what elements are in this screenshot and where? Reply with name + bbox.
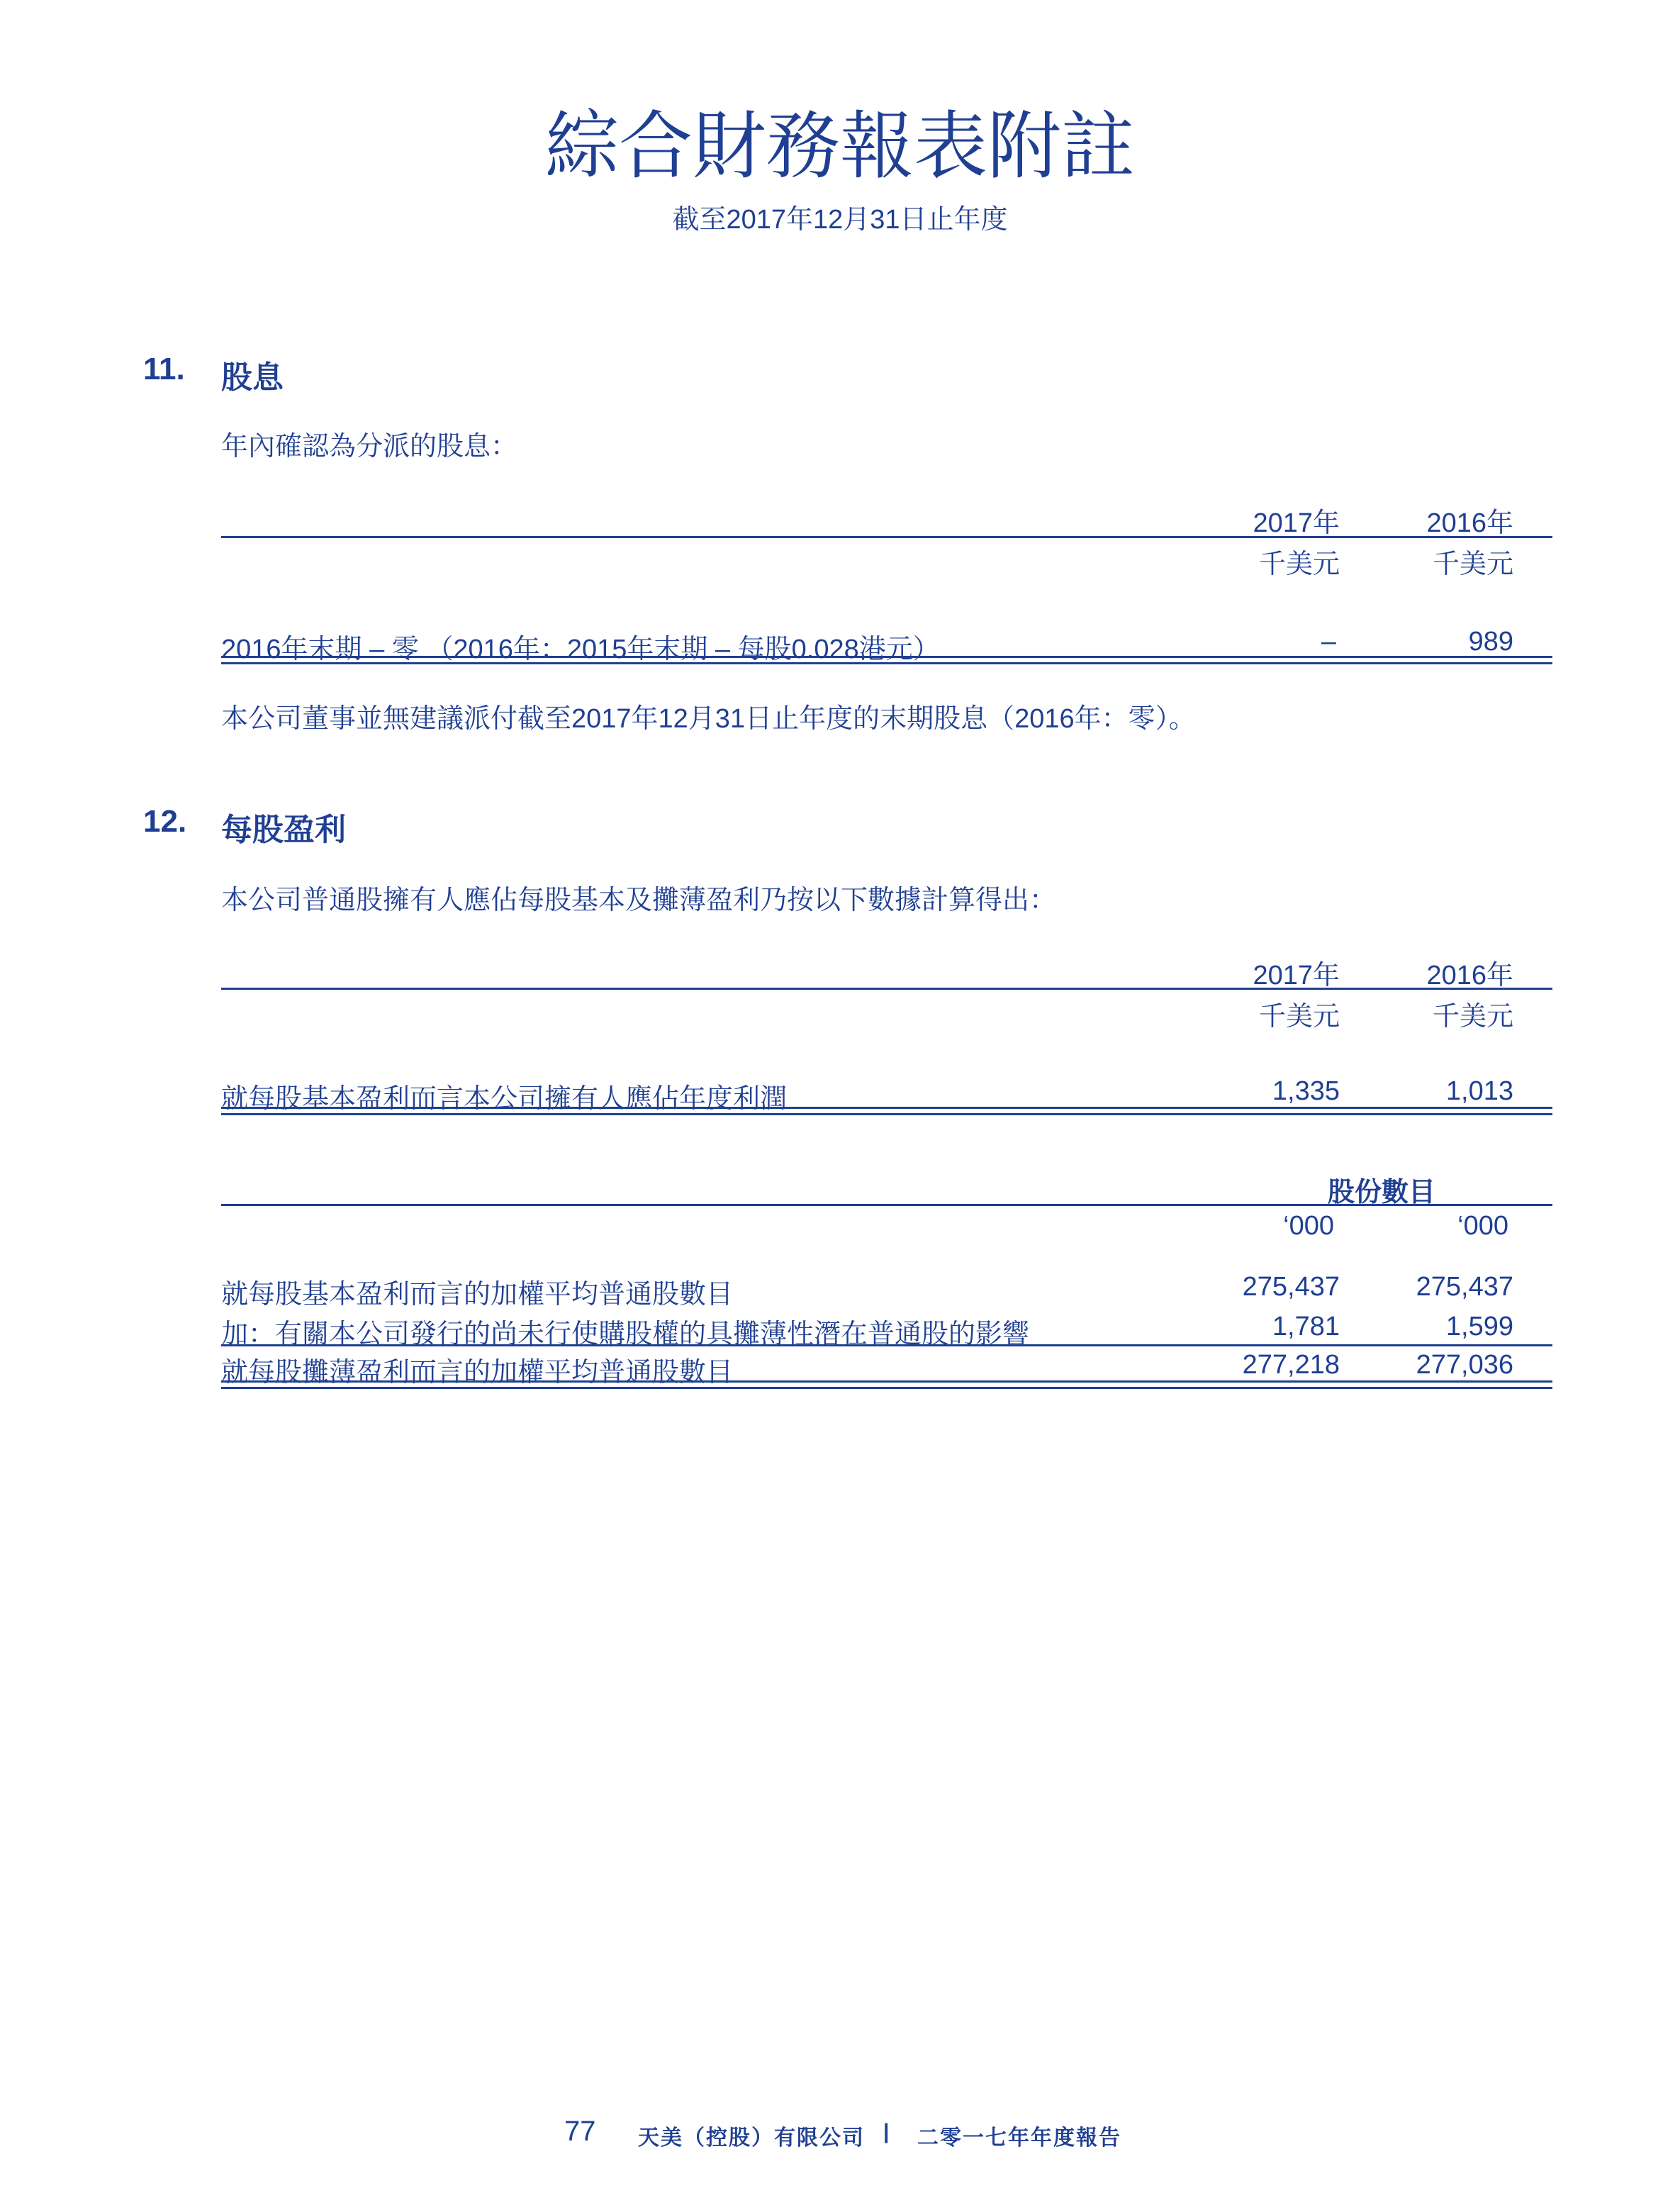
- s12-shares-unit-2017: ‘000: [1283, 1211, 1334, 1241]
- s11-col-year-2016: 2016年: [1426, 508, 1513, 538]
- section-11-title: 股息: [221, 360, 284, 395]
- s12-profit-rule: [221, 1107, 1552, 1115]
- footer-company: 天美（控股）有限公司: [638, 2126, 865, 2150]
- s11-row-2017: –: [1321, 627, 1336, 657]
- s12-shares-row-3-2016: 277,036: [1416, 1350, 1513, 1380]
- section-12-title: 每股盈利: [221, 813, 346, 847]
- s12-profit-label: 就每股基本盈利而言本公司擁有人應佔年度利潤: [221, 1084, 788, 1114]
- section-11-note: 本公司董事並無建議派付截至2017年12月31日止年度的末期股息（2016年：零）。: [221, 704, 1196, 734]
- s12-col-year-2016: 2016年: [1426, 961, 1513, 990]
- s12-header-rule: [221, 988, 1552, 990]
- s11-col-unit-2017: 千美元: [1258, 549, 1340, 579]
- s12-shares-row-1-2017: 275,437: [1242, 1272, 1340, 1302]
- page-number: 77: [564, 2116, 596, 2147]
- s12-col-year-2017: 2017年: [1253, 961, 1340, 990]
- s11-header-rule: [221, 536, 1552, 538]
- page-title: 綜合財務報表附註: [544, 106, 1135, 188]
- s12-total-rule: [221, 1380, 1552, 1389]
- s11-col-year-2017: 2017年: [1253, 508, 1340, 538]
- s12-shares-row-2-2017: 1,781: [1272, 1312, 1340, 1341]
- section-11-intro: 年內確認為分派的股息：: [221, 432, 518, 462]
- s12-col-unit-2016: 千美元: [1432, 1002, 1513, 1032]
- s11-col-unit-2016: 千美元: [1432, 549, 1513, 579]
- s12-shares-row-2-label: 加：有關本公司發行的尚未行使購股權的具攤薄性潛在普通股的影響: [221, 1319, 1030, 1349]
- s12-shares-row-1-2016: 275,437: [1416, 1272, 1513, 1302]
- section-11-number: 11.: [143, 352, 185, 386]
- s12-shares-header-rule: [221, 1204, 1552, 1206]
- page-subtitle: 截至2017年12月31日止年度: [672, 205, 1008, 235]
- s12-col-unit-2017: 千美元: [1258, 1002, 1340, 1032]
- s11-row-label: 2016年末期 – 零 （2016年：2015年末期 – 每股0.028港元）: [221, 635, 940, 664]
- footer-report: 二零一七年年度報告: [917, 2126, 1121, 2150]
- s12-shares-row-1-label: 就每股基本盈利而言的加權平均普通股數目: [221, 1280, 734, 1310]
- section-12-intro: 本公司普通股擁有人應佔每股基本及攤薄盈利乃按以下數據計算得出：: [221, 886, 1057, 915]
- s12-profit-2017: 1,335: [1272, 1076, 1340, 1106]
- s12-shares-header: 股份數目: [1327, 1178, 1435, 1207]
- footer-separator: |: [883, 2120, 891, 2143]
- s12-subtotal-rule: [221, 1344, 1552, 1346]
- s12-shares-row-2-2016: 1,599: [1445, 1312, 1513, 1341]
- s12-profit-2016: 1,013: [1445, 1076, 1513, 1106]
- s12-shares-unit-2016: ‘000: [1457, 1211, 1508, 1241]
- s11-row-2016: 989: [1468, 627, 1513, 657]
- s12-shares-row-3-2017: 277,218: [1242, 1350, 1340, 1380]
- s11-total-rule: [221, 656, 1552, 664]
- s12-shares-row-3-label: 就每股攤薄盈利而言的加權平均普通股數目: [221, 1358, 734, 1388]
- section-12-number: 12.: [143, 804, 187, 839]
